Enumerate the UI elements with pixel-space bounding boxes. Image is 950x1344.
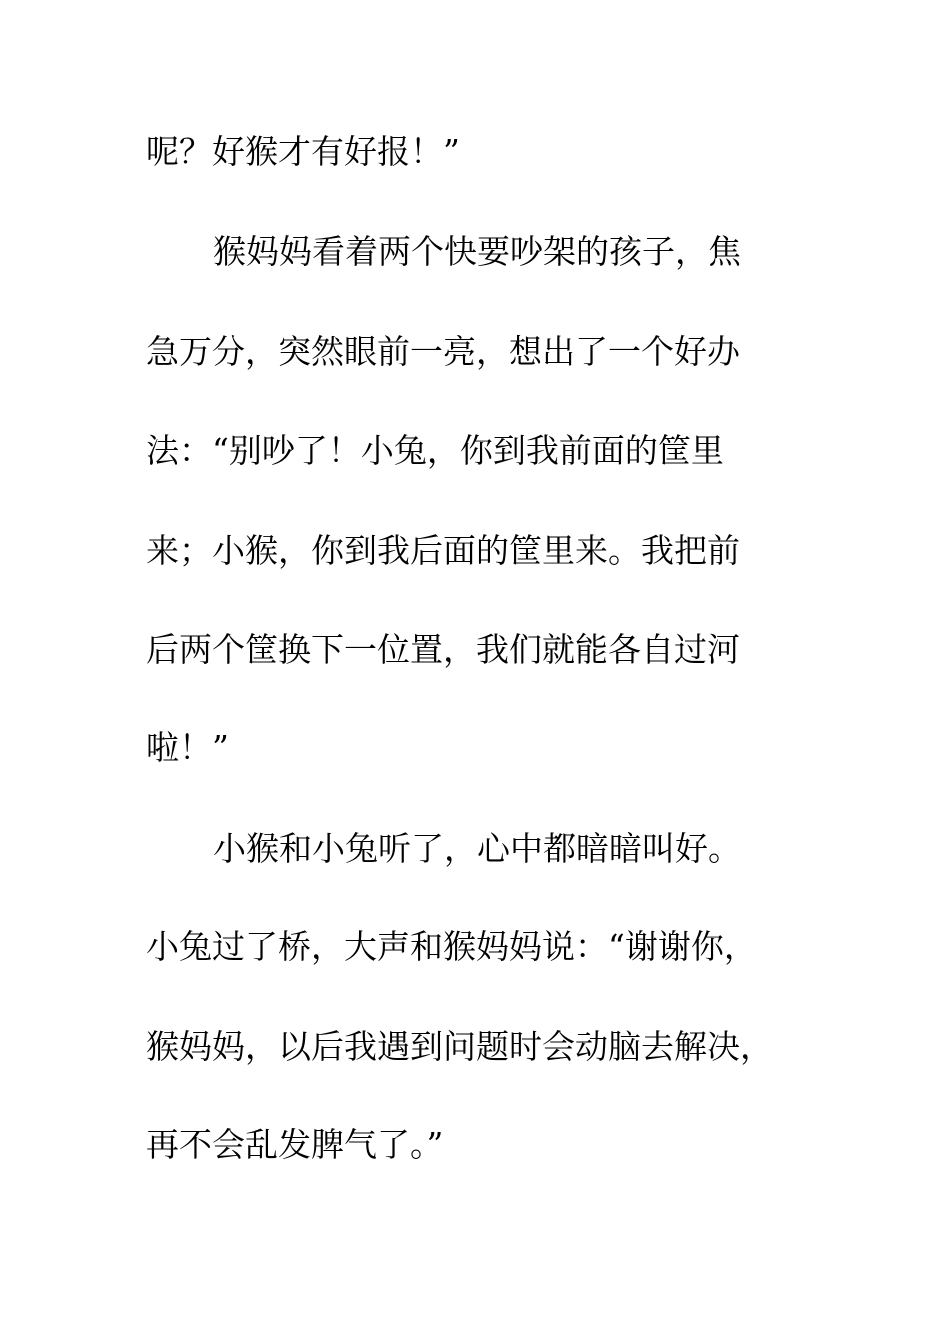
text-line-4: 法：“别吵了！小兔，你到我前面的筐里 xyxy=(146,431,724,470)
text-line-10: 猴妈妈，以后我遇到问题时会动脑去解决， xyxy=(146,1027,773,1066)
text-line-8: 小猴和小兔听了，心中都暗暗叫好。 xyxy=(213,829,741,868)
text-line-3: 急万分，突然眼前一亮，想出了一个好办 xyxy=(146,332,740,371)
text-line-9: 小兔过了桥，大声和猴妈妈说：“谢谢你， xyxy=(146,927,757,966)
text-line-2: 猴妈妈看着两个快要吵架的孩子，焦 xyxy=(213,232,741,271)
text-line-11: 再不会乱发脾气了。” xyxy=(146,1125,444,1164)
text-line-5: 来；小猴，你到我后面的筐里来。我把前 xyxy=(146,531,740,570)
text-line-1: 呢？好猴才有好报！” xyxy=(146,132,460,171)
text-line-7: 啦！” xyxy=(146,728,229,767)
text-line-6: 后两个筐换下一位置，我们就能各自过河 xyxy=(146,630,740,669)
